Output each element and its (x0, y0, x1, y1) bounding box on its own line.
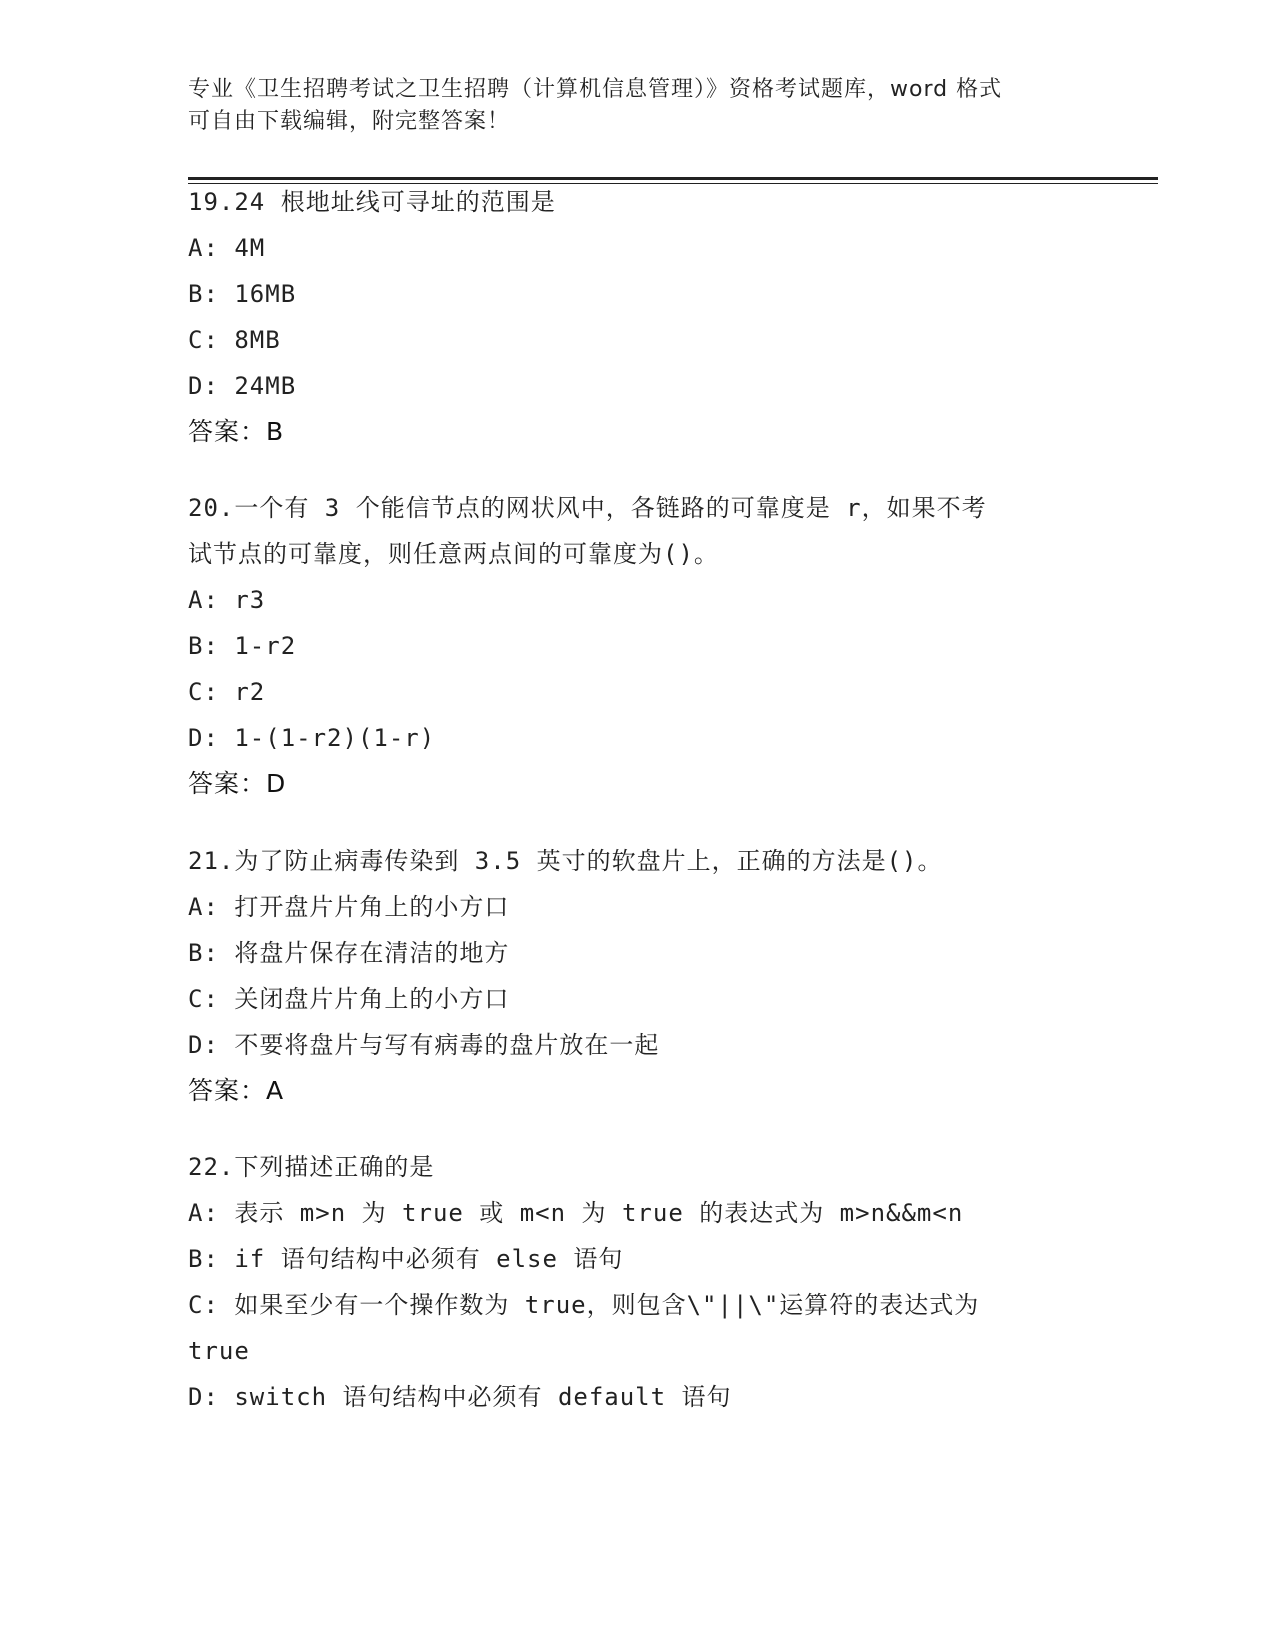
option-c: C: 8MB (188, 326, 281, 354)
option-b: B: 1-r2 (188, 632, 297, 660)
header-line-1: 专业《卫生招聘考试之卫生招聘（计算机信息管理）》资格考试题库，word 格式 (188, 77, 1003, 102)
option-d: D: switch 语句结构中必须有 default 语句 (188, 1383, 732, 1411)
question-stem-line-2: 试节点的可靠度，则任意两点间的可靠度为()。 (188, 540, 719, 568)
option-c: C: 如果至少有一个操作数为 true，则包含\"||\"运算符的表达式为 (188, 1291, 980, 1319)
option-c-continued: true (188, 1337, 250, 1365)
option-b: B: if 语句结构中必须有 else 语句 (188, 1245, 624, 1273)
option-d: D: 1-(1-r2)(1-r) (188, 724, 436, 752)
answer-label: 答案：B (188, 417, 285, 446)
option-a: A: 打开盘片片角上的小方口 (188, 893, 510, 921)
option-a: A: 4M (188, 234, 266, 262)
question-21 (188, 838, 1088, 1114)
answer-label: 答案：D (188, 769, 287, 798)
question-stem: 21.为了防止病毒传染到 3.5 英寸的软盘片上，正确的方法是()。 (188, 847, 943, 875)
option-a: A: 表示 m>n 为 true 或 m<n 为 true 的表达式为 m>n&&m<n (188, 1199, 964, 1227)
option-d: D: 不要将盘片与写有病毒的盘片放在一起 (188, 1031, 660, 1059)
option-c: C: 关闭盘片片角上的小方口 (188, 985, 510, 1013)
question-stem: 19.24 根地址线可寻址的范围是 (188, 188, 556, 216)
question-19 (188, 179, 1088, 455)
question-stem: 22.下列描述正确的是 (188, 1153, 435, 1181)
document-header (188, 74, 1088, 138)
option-d: D: 24MB (188, 372, 297, 400)
question-22 (188, 1144, 1088, 1420)
question-20 (188, 485, 1088, 807)
question-stem-line-1: 20.一个有 3 个能信节点的网状风中，各链路的可靠度是 r，如果不考 (188, 494, 987, 522)
option-b: B: 16MB (188, 280, 297, 308)
answer-label: 答案：A (188, 1076, 285, 1105)
option-b: B: 将盘片保存在清洁的地方 (188, 939, 510, 967)
option-a: A: r3 (188, 586, 266, 614)
option-c: C: r2 (188, 678, 266, 706)
header-line-2: 可自由下载编辑，附完整答案！ (188, 109, 511, 134)
